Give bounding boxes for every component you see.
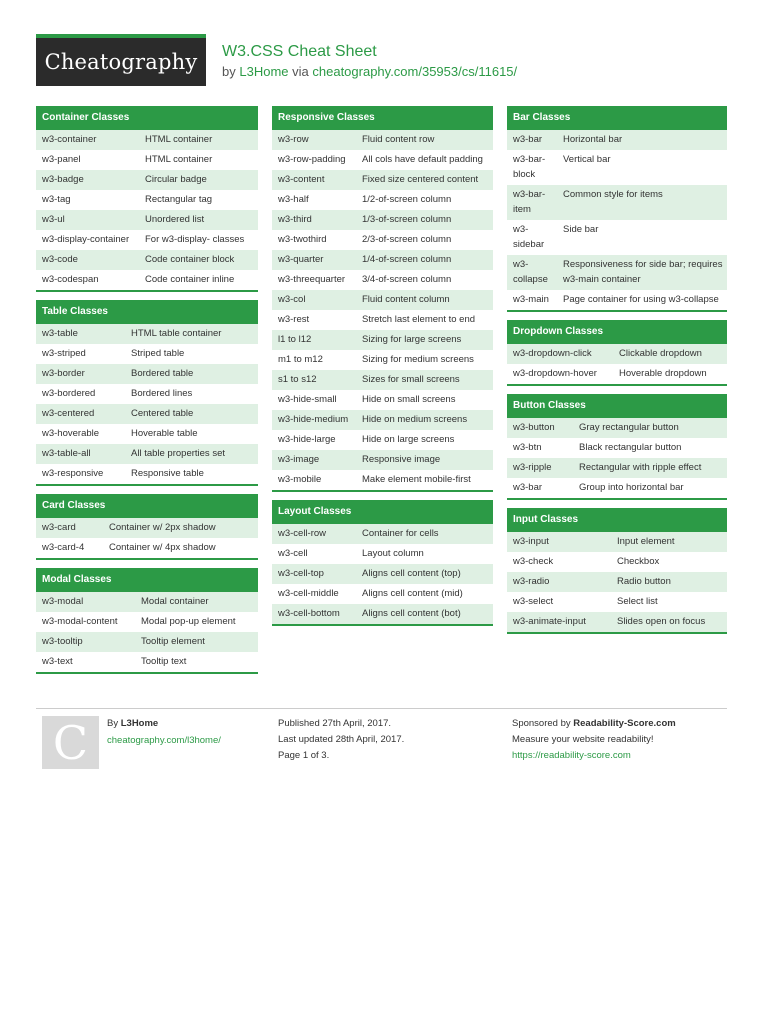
class-description: Container for cells [362,528,439,539]
table-row [36,538,258,558]
published-date: Published 27th April, 2017. [278,718,392,729]
class-name: w3-half [278,194,309,205]
class-description: Black rectangular button [579,442,682,453]
class-name: w3-display-container [42,234,130,245]
class-description: Sizing for large screens [362,334,462,345]
class-name: w3-image [278,454,320,465]
class-name: l1 to l12 [278,334,312,345]
class-name: w3-table [42,328,78,339]
table-row [272,410,493,430]
class-description: HTML container [145,154,213,165]
section-title: Bar Classes [507,106,727,130]
table-row [507,344,727,364]
class-description: Group into horizontal bar [579,482,684,493]
class-description: Clickable dropdown [619,348,702,359]
class-name: w3-panel [42,154,81,165]
table-row [272,470,493,490]
class-name: w3-input [513,536,549,547]
class-description: Page container for using w3-collapse [563,294,719,305]
table-row [272,564,493,584]
section-layout-classes [272,500,493,626]
class-description: HTML container [145,134,213,145]
class-name: w3-bar-item [513,189,546,215]
table-row [36,230,258,250]
section-title: Container Classes [36,106,258,130]
class-description: Slides open on focus [617,616,706,627]
section-title: Input Classes [507,508,727,532]
class-name: w3-centered [42,408,95,419]
class-description: Aligns cell content (bot) [362,608,461,619]
table-row [36,150,258,170]
class-description: 3/4-of-screen column [362,274,452,285]
class-description: HTML table container [131,328,222,339]
table-row [272,604,493,624]
class-name: w3-ripple [513,462,552,473]
table-row [272,150,493,170]
footer-by-label: By [107,718,119,729]
sheet-url-link[interactable]: cheatography.com/35953/cs/11615/ [312,64,518,79]
class-name: w3-col [278,294,306,305]
table-row [272,584,493,604]
table-row [36,404,258,424]
class-name: w3-container [42,134,97,145]
class-description: Tooltip text [141,656,187,667]
class-description: 1/4-of-screen column [362,254,452,265]
class-description: Code container inline [145,274,235,285]
class-name: w3-tooltip [42,636,83,647]
class-description: Hoverable dropdown [619,368,707,379]
table-row [36,384,258,404]
class-name: w3-card [42,522,76,533]
table-row [507,438,727,458]
section-rows [272,524,493,626]
table-row [272,230,493,250]
class-description: Select list [617,596,658,607]
section-bar-classes [507,106,727,312]
class-description: Checkbox [617,556,660,567]
sponsor-link[interactable]: https://readability-score.com [512,750,631,761]
class-description: All cols have default padding [362,154,483,165]
table-row [36,424,258,444]
class-description: Responsive image [362,454,441,465]
table-row [272,524,493,544]
section-title: Layout Classes [272,500,493,524]
section-modal-classes [36,568,258,674]
class-name: w3-twothird [278,234,327,245]
page-title: W3.CSS Cheat Sheet [222,43,377,60]
sponsored-label: Sponsored by [512,718,571,729]
section-dropdown-classes [507,320,727,386]
class-description: Container w/ 2px shadow [109,522,216,533]
class-description: Fixed size centered content [362,174,479,185]
class-name: w3-text [42,656,73,667]
table-row [36,632,258,652]
logo-text: Cheatography [44,50,198,74]
table-row [272,290,493,310]
class-name: w3-check [513,556,554,567]
table-row [272,250,493,270]
section-rows [507,532,727,634]
class-name: w3-dropdown-hover [513,368,597,379]
class-name: w3-rest [278,314,310,325]
column-3 [507,106,727,642]
class-description: Horizontal bar [563,134,623,145]
class-description: Gray rectangular button [579,422,679,433]
table-row [36,130,258,150]
section-title: Responsive Classes [272,106,493,130]
table-row [507,418,727,438]
class-name: w3-cell [278,548,308,559]
class-description: Bordered table [131,368,194,379]
table-row [507,150,727,185]
class-name: w3-code [42,254,78,265]
class-description: Circular badge [145,174,207,185]
table-row [36,170,258,190]
table-row [507,592,727,612]
class-description: Rectangular tag [145,194,213,205]
page-number: Page 1 of 3. [278,750,330,761]
table-row [507,478,727,498]
table-row [272,350,493,370]
class-description: Hide on medium screens [362,414,468,425]
author-link[interactable]: L3Home [239,64,289,79]
table-row [36,612,258,632]
class-name: w3-mobile [278,474,322,485]
class-description: Sizes for small screens [362,374,460,385]
class-name: w3-row-padding [278,154,346,165]
table-row [36,592,258,612]
table-row [36,344,258,364]
class-name: w3-bar-block [513,154,546,180]
class-name: w3-bar [513,134,543,145]
footer-divider [36,708,727,709]
footer-sponsor [512,716,676,764]
table-row [272,544,493,564]
class-description: Vertical bar [563,154,611,165]
class-name: w3-tag [42,194,71,205]
class-name: w3-bordered [42,388,96,399]
section-button-classes [507,394,727,500]
class-description: Bordered lines [131,388,193,399]
table-row [36,324,258,344]
class-name: s1 to s12 [278,374,317,385]
class-name: w3-border [42,368,85,379]
table-row [507,612,727,632]
class-name: w3-table-all [42,448,91,459]
class-name: w3-dropdown-click [513,348,592,359]
class-name: w3-sidebar [513,224,545,250]
section-input-classes [507,508,727,634]
class-description: Input element [617,536,675,547]
byline [222,64,517,79]
byline-via: via [292,64,309,79]
class-description: Unordered list [145,214,205,225]
section-card-classes [36,494,258,560]
section-rows [36,130,258,292]
table-row [507,532,727,552]
column-1 [36,106,258,682]
class-name: w3-cell-middle [278,588,339,599]
table-row [507,552,727,572]
class-name: w3-cell-bottom [278,608,340,619]
table-row [272,170,493,190]
class-description: Responsive table [131,468,204,479]
table-row [36,652,258,672]
section-title: Modal Classes [36,568,258,592]
class-description: Stretch last element to end [362,314,476,325]
section-container-classes [36,106,258,292]
footer-dates [278,716,404,764]
class-description: Modal pop-up element [141,616,236,627]
class-description: Aligns cell content (mid) [362,588,463,599]
table-row [272,130,493,150]
class-description: Sizing for medium screens [362,354,474,365]
class-description: Make element mobile-first [362,474,471,485]
table-row [272,270,493,290]
class-name: w3-codespan [42,274,99,285]
column-2 [272,106,493,634]
class-name: w3-collapse [513,259,548,285]
class-description: Tooltip element [141,636,205,647]
byline-by: by [222,64,236,79]
table-row [36,518,258,538]
table-row [507,458,727,478]
class-name: w3-hoverable [42,428,100,439]
table-row [507,572,727,592]
class-description: Common style for items [563,189,663,200]
class-name: w3-animate-input [513,616,586,627]
table-row [272,190,493,210]
class-name: w3-cell-top [278,568,324,579]
class-description: Layout column [362,548,424,559]
class-name: w3-main [513,294,549,305]
class-name: w3-card-4 [42,542,85,553]
class-description: Hoverable table [131,428,198,439]
class-description: Radio button [617,576,671,587]
table-row [272,390,493,410]
class-name: w3-badge [42,174,84,185]
class-name: w3-hide-small [278,394,337,405]
sponsor-tagline: Measure your website readability! [512,734,654,745]
section-rows [36,592,258,674]
table-row [36,464,258,484]
class-description: 1/2-of-screen column [362,194,452,205]
class-name: w3-threequarter [278,274,346,285]
class-name: w3-btn [513,442,542,453]
class-description: Fluid content row [362,134,435,145]
table-row [36,364,258,384]
table-row [507,220,727,255]
avatar-letter: C [52,715,89,770]
footer-author-name: L3Home [120,718,159,729]
class-description: Hide on large screens [362,434,455,445]
class-description: Striped table [131,348,185,359]
table-row [272,370,493,390]
table-row [36,270,258,290]
section-rows [272,130,493,492]
table-row [507,290,727,310]
class-description: For w3-display- classes [145,234,245,245]
class-name: w3-select [513,596,554,607]
footer-author [107,716,221,749]
author-avatar [42,716,99,769]
table-row [507,130,727,150]
class-description: Rectangular with ripple effect [579,462,702,473]
section-title: Card Classes [36,494,258,518]
class-description: Side bar [563,224,599,235]
class-name: w3-responsive [42,468,104,479]
sponsor-name: Readability-Score.com [573,718,676,729]
table-row [272,210,493,230]
table-row [272,330,493,350]
section-title: Button Classes [507,394,727,418]
class-name: w3-ul [42,214,65,225]
class-name: w3-radio [513,576,550,587]
footer-author-link[interactable]: cheatography.com/l3home/ [107,735,221,746]
table-row [272,450,493,470]
table-row [36,444,258,464]
class-description: Responsiveness for side bar; requires w3-main container [563,259,723,285]
cheatography-logo[interactable] [36,34,206,86]
section-rows [507,418,727,500]
section-title: Dropdown Classes [507,320,727,344]
class-name: w3-cell-row [278,528,327,539]
class-name: w3-content [278,174,325,185]
table-row [272,430,493,450]
table-row [36,250,258,270]
class-name: w3-bar [513,482,543,493]
section-table-classes [36,300,258,486]
table-row [272,310,493,330]
table-row [507,364,727,384]
section-rows [36,324,258,486]
class-description: 2/3-of-screen column [362,234,452,245]
class-name: w3-row [278,134,309,145]
section-rows [36,518,258,560]
section-rows [507,130,727,312]
class-name: w3-striped [42,348,86,359]
class-name: w3-hide-large [278,434,336,445]
class-description: All table properties set [131,448,225,459]
table-row [507,255,727,290]
updated-date: Last updated 28th April, 2017. [278,734,405,745]
class-description: Hide on small screens [362,394,456,405]
class-name: w3-quarter [278,254,324,265]
section-responsive-classes [272,106,493,492]
section-title: Table Classes [36,300,258,324]
class-name: w3-hide-medium [278,414,349,425]
class-description: Code container block [145,254,235,265]
class-description: Centered table [131,408,194,419]
section-rows [507,344,727,386]
class-name: w3-modal [42,596,84,607]
class-description: Container w/ 4px shadow [109,542,216,553]
class-description: 1/3-of-screen column [362,214,452,225]
table-row [507,185,727,220]
table-row [36,190,258,210]
class-description: Fluid content column [362,294,450,305]
class-description: Aligns cell content (top) [362,568,461,579]
class-description: Modal container [141,596,209,607]
table-row [36,210,258,230]
class-name: w3-button [513,422,555,433]
class-name: w3-modal-content [42,616,118,627]
class-name: w3-third [278,214,312,225]
class-name: m1 to m12 [278,354,323,365]
